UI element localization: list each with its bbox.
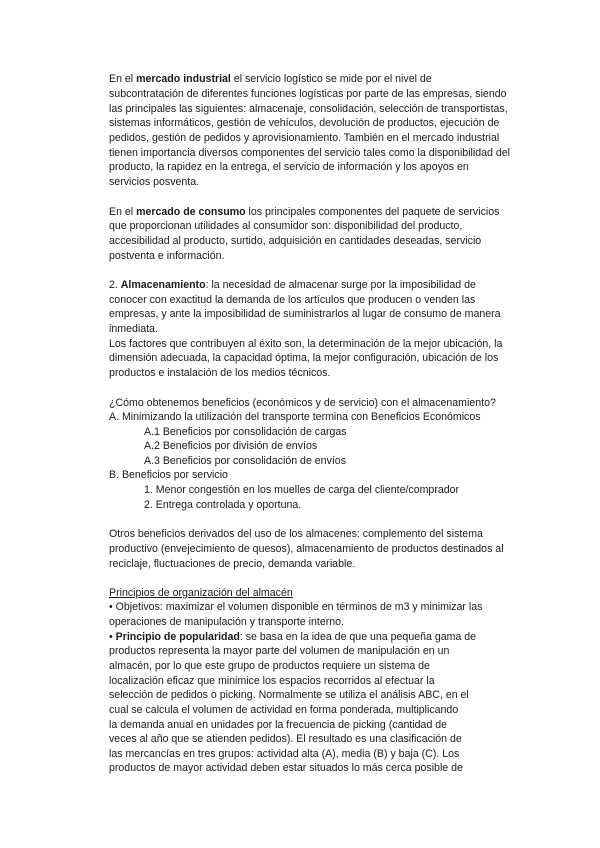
bold-term: mercado de consumo bbox=[136, 206, 246, 218]
list-subitem: A.3 Beneficios por consolidación de envíos bbox=[144, 455, 346, 467]
text-line: las mercancías en tres grupos: actividad alta (A), media (B) y baja (C). Los bbox=[109, 748, 460, 760]
section-heading: Principios de organización del almacén bbox=[109, 587, 293, 599]
text-line: tienen importancia diversos componentes del servicio tales como la disponibilidad del bbox=[109, 147, 511, 159]
text-line: 2. Almacenamiento: la necesidad de almacenar surge por la imposibilidad de bbox=[109, 279, 476, 291]
text-line: productivo (envejecimiento de quesos), almacenamiento de productos destinados al bbox=[109, 543, 504, 555]
text-line: Los factores que contribuyen al éxito son, la determinación de la mejor ubicación, la bbox=[109, 338, 503, 350]
list-item: A. Minimizando la utilización del transporte termina con Beneficios Económicos bbox=[109, 411, 481, 423]
text-line: producto, la rapidez en la entrega, el servicio de información y los apoyos en bbox=[109, 161, 469, 173]
list-item: B. Beneficios por servicio bbox=[109, 469, 228, 481]
list-subitem: A.1 Beneficios por consolidación de cargas bbox=[144, 426, 347, 438]
text-line: pedidos, gestión de pedidos y aprovisionamiento. También en el mercado industrial bbox=[109, 132, 500, 144]
text-line: cual se calcula el volumen de actividad en forma ponderada, multiplicando bbox=[109, 704, 459, 716]
text-line: servicios posventa. bbox=[109, 176, 200, 188]
text-line: ¿Cómo obtenemos beneficios (económicos y de servicio) con el almacenamiento? bbox=[109, 397, 496, 409]
list-subitem: 2. Entrega controlada y oportuna. bbox=[144, 499, 302, 511]
text-line: • Objetivos: maximizar el volumen disponible en términos de m3 y minimizar las bbox=[109, 601, 483, 613]
text-line: productos representa la mayor parte del volumen de manipulación en un bbox=[109, 645, 450, 657]
text-line: En el mercado de consumo los principales componentes del paquete de servicios bbox=[109, 206, 500, 218]
text-line: productos de mayor actividad deben estar situados lo más cerca posible de bbox=[109, 762, 463, 774]
text-line: selección de pedidos o picking. Normalmente se utiliza el análisis ABC, en el bbox=[109, 689, 469, 701]
list-subitem: A.2 Beneficios por división de envíos bbox=[144, 440, 318, 452]
text-line: productos e instalación de los medios técnicos. bbox=[109, 367, 331, 379]
bold-term: Almacenamiento bbox=[120, 279, 206, 291]
text-line: veces al año que se atienden pedidos). El resultado es una clasificación de bbox=[109, 733, 462, 745]
text-line: postventa e información. bbox=[109, 250, 225, 262]
text-line: dimensión adecuada, la capacidad óptima, la mejor configuración, ubicación de los bbox=[109, 352, 499, 364]
text-line: localización eficaz que minimice los espacios recorridos al efectuar la bbox=[109, 675, 435, 687]
bold-term: mercado industrial bbox=[136, 73, 231, 85]
text-line: En el mercado industrial el servicio logístico se mide por el nivel de bbox=[109, 73, 432, 85]
text-line: las principales las siguientes: almacenaje, consolidación, selección de transportistas, bbox=[109, 103, 508, 115]
text-line: • Principio de popularidad: se basa en la idea de que una pequeña gama de bbox=[109, 631, 477, 643]
text-line: la demanda anual en unidades por la frecuencia de picking (cantidad de bbox=[109, 719, 448, 731]
bold-term: Principio de popularidad bbox=[115, 631, 240, 643]
text-line: reciclaje, fluctuaciones de precio, demanda variable. bbox=[109, 558, 356, 570]
text-line: que proporcionan utilidades al consumidor son: disponibilidad del producto, bbox=[109, 220, 463, 232]
text-line: operaciones de manipulación y transporte interno. bbox=[109, 616, 344, 628]
text-line: sistemas informáticos, gestión de vehículos, devolución de productos, ejecución de bbox=[109, 117, 500, 129]
text-line: accesibilidad al producto, surtido, adquisición en cantidades deseadas, servicio bbox=[109, 235, 482, 247]
text-line: Otros beneficios derivados del uso de los almacenes: complemento del sistema bbox=[109, 528, 483, 540]
text-line: subcontratación de diferentes funciones logísticas por parte de las empresas, siendo bbox=[109, 88, 507, 100]
list-subitem: 1. Menor congestión en los muelles de carga del cliente/comprador bbox=[144, 484, 460, 496]
text-line: almacén, por lo que este grupo de productos requiere un sistema de bbox=[109, 660, 430, 672]
text-line: inmediata. bbox=[109, 323, 158, 335]
text-line: conocer con exactitud la demanda de los artículos que producen o venden las bbox=[109, 294, 476, 306]
text-line: empresas, y ante la imposibilidad de suministrarlos al lugar de consumo de manera bbox=[109, 308, 501, 320]
